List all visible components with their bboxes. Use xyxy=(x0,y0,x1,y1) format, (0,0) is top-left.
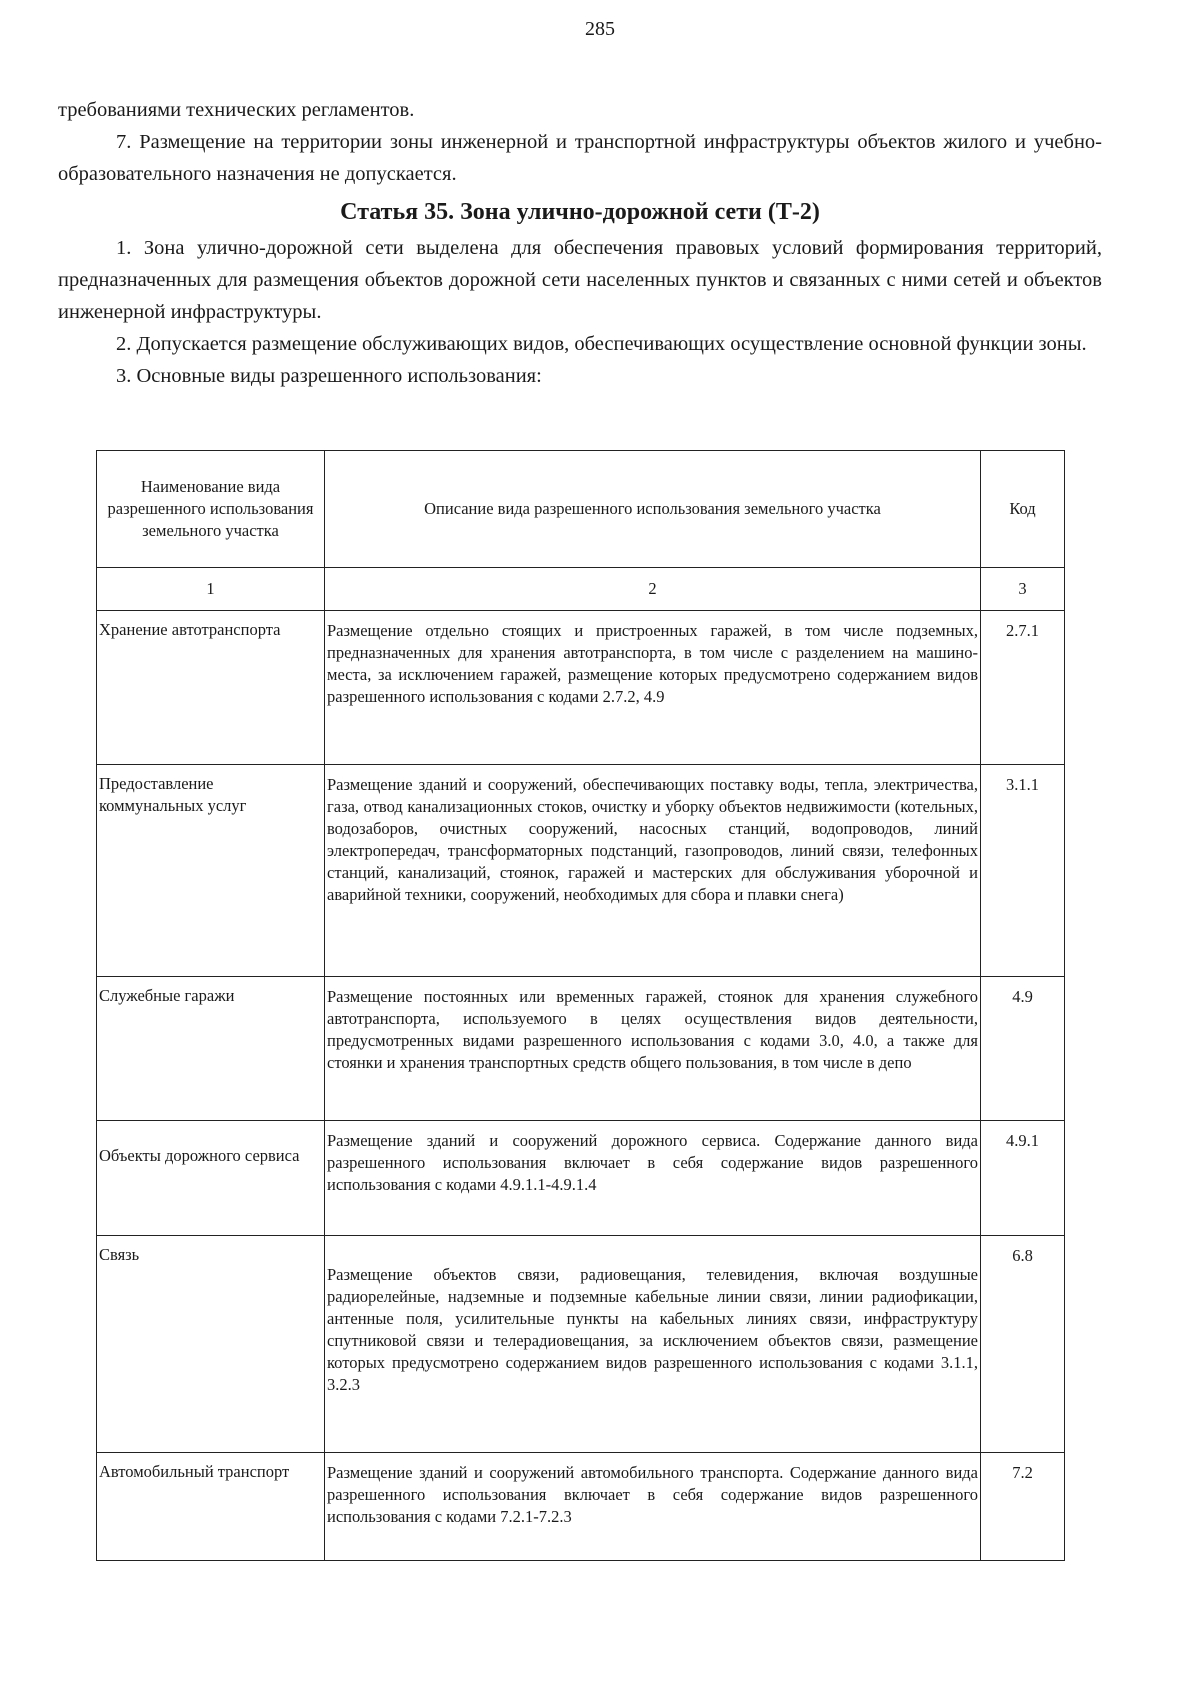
article-title: Статья 35. Зона улично-дорожной сети (Т-2) xyxy=(340,199,820,225)
header-code: Код xyxy=(981,451,1065,568)
paragraph-article-1: 1. Зона улично-дорожной сети выделена для обеспечения правовых условий формирования территорий, предназначенных для размещения объектов дорожной сети населенных пунктов и связанных с ними сетей и объектов инженерной инфраструктуры. xyxy=(58,237,1102,323)
paragraph-article-2: 2. Допускается размещение обслуживающих видов, обеспечивающих осуществление основной функции зоны. xyxy=(116,333,1087,355)
row-description: Размещение зданий и сооружений дорожного сервиса. Содержание данного вида разрешенного использования включает в себя содержание видов разрешенного использования с кодами 4.9.1.1-4.9.1.4 xyxy=(325,1121,981,1236)
row-name: Автомобильный транспорт xyxy=(97,1453,325,1561)
column-number-1: 1 xyxy=(97,568,325,611)
table-column-numbers-row xyxy=(97,568,1065,611)
row-name: Служебные гаражи xyxy=(97,977,325,1121)
row-code: 2.7.1 xyxy=(981,611,1065,765)
row-code: 4.9.1 xyxy=(981,1121,1065,1236)
header-name: Наименование вида разрешенного использования земельного участка xyxy=(97,451,325,568)
column-number-3: 3 xyxy=(981,568,1065,611)
land-use-table-wrapper xyxy=(96,450,1065,1561)
land-use-table xyxy=(96,450,1065,1561)
document-body xyxy=(58,94,1102,392)
row-description: Размещение зданий и сооружений автомобильного транспорта. Содержание данного вида разрешенного использования включает в себя содержание видов разрешенного использования с кодами 7.2.1-7.2.3 xyxy=(325,1453,981,1561)
table-row xyxy=(97,977,1065,1121)
row-description: Размещение зданий и сооружений, обеспечивающих поставку воды, тепла, электричества, газа, отвод канализационных стоков, очистку и уборку объектов недвижимости (котельных, водозаборов, очистных сооружений, насосных станций, водопроводов, линий электропередач, трансформаторных подстанций, газопроводов, линий связи, телефонных станций, канализаций, стоянок, гаражей и мастерских для обслуживания уборочной и аварийной техники, сооружений, необходимых для сбора и плавки снега) xyxy=(325,765,981,977)
row-name: Хранение автотранспорта xyxy=(97,611,325,765)
row-description: Размещение постоянных или временных гаражей, стоянок для хранения служебного автотранспорта, используемого в целях осуществления видов деятельности, предусмотренных видами разрешенного использования с кодами 3.0, 4.0, а также для стоянки и хранения транспортных средств общего пользования, в том числе в депо xyxy=(325,977,981,1121)
row-code: 4.9 xyxy=(981,977,1065,1121)
table-row xyxy=(97,611,1065,765)
paragraph-article-3: 3. Основные виды разрешенного использования: xyxy=(116,365,542,387)
table-row xyxy=(97,1121,1065,1236)
paragraph-7: 7. Размещение на территории зоны инженерной и транспортной инфраструктуры объектов жилого и учебно-образовательного назначения не допускается. xyxy=(58,131,1102,185)
row-code: 7.2 xyxy=(981,1453,1065,1561)
row-code: 3.1.1 xyxy=(981,765,1065,977)
column-number-2: 2 xyxy=(325,568,981,611)
row-name: Предоставление коммунальных услуг xyxy=(97,765,325,977)
page-number: 285 xyxy=(585,18,615,40)
table-row xyxy=(97,765,1065,977)
row-description: Размещение отдельно стоящих и пристроенных гаражей, в том числе подземных, предназначенных для хранения автотранспорта, в том числе с разделением на машино-места, за исключением гаражей, размещение которых предусмотрено содержанием видов разрешенного использования с кодами 2.7.2, 4.9 xyxy=(325,611,981,765)
row-description: Размещение объектов связи, радиовещания, телевидения, включая воздушные радиорелейные, надземные и подземные кабельные линии связи, линии радиофикации, антенные поля, усилительные пункты на кабельных линиях связи, инфраструктуру спутниковой связи и телерадиовещания, за исключением объектов связи, размещение которых предусмотрено содержанием видов разрешенного использования с кодами 3.1.1, 3.2.3 xyxy=(325,1236,981,1453)
row-code: 6.8 xyxy=(981,1236,1065,1453)
table-row xyxy=(97,1236,1065,1453)
paragraph-continuation: требованиями технических регламентов. xyxy=(58,99,415,121)
header-description: Описание вида разрешенного использования земельного участка xyxy=(325,451,981,568)
table-header-row xyxy=(97,451,1065,568)
row-name: Объекты дорожного сервиса xyxy=(97,1121,325,1236)
table-row xyxy=(97,1453,1065,1561)
row-name: Связь xyxy=(97,1236,325,1453)
